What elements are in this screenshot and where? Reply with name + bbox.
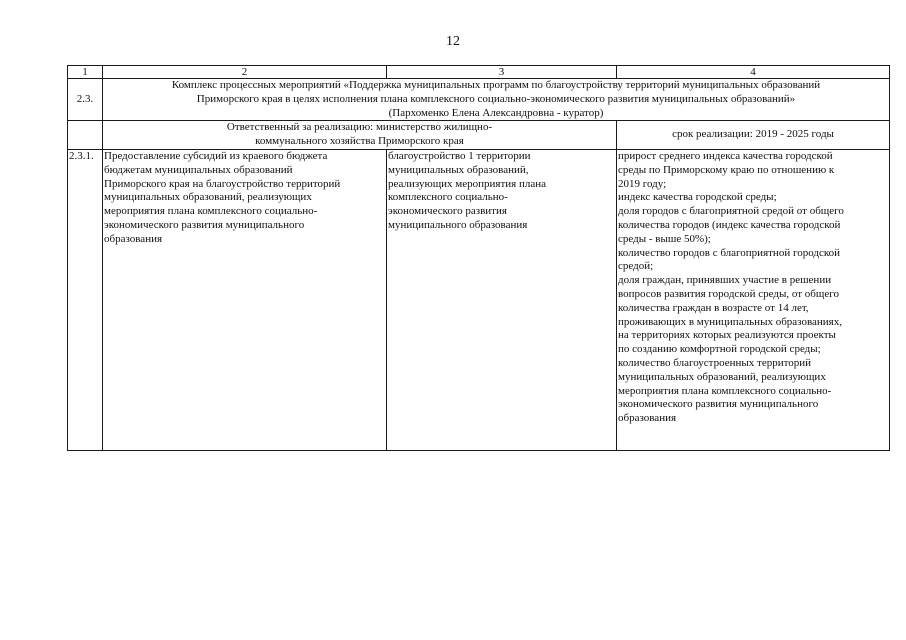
- page-number: 12: [446, 34, 460, 49]
- complex-title: [103, 79, 890, 121]
- responsible-spacer: [68, 121, 103, 150]
- indicator-line: вопросов развития городской среды, от общего: [618, 287, 839, 300]
- indicator-line: по созданию комфортной городской среды;: [618, 343, 821, 356]
- column-number-4: 4: [617, 66, 890, 79]
- indicator-line: доля городов с благоприятной средой от общего: [618, 205, 844, 218]
- task-description: [103, 149, 387, 450]
- indicator-line: средой;: [618, 260, 654, 273]
- indicator-line: прирост среднего индекса качества городской: [618, 149, 833, 162]
- column-number-1: 1: [68, 66, 103, 79]
- task-line: муниципальных образований, реализующих: [104, 191, 312, 204]
- effect-line: реализующих мероприятия плана: [388, 177, 547, 190]
- effect-line: комплексного социально-: [388, 191, 508, 204]
- complex-curator-line: (Пархоменко Елена Александровна - куратор): [388, 106, 604, 119]
- complex-title-line: Приморского края в целях исполнения плана комплексного социально-экономического развития муниципальных образований»: [196, 92, 796, 105]
- column-number-row: [68, 66, 890, 79]
- indicator-line: мероприятия плана комплексного социально-: [618, 384, 832, 397]
- responsible-line: коммунального хозяйства Приморского края: [255, 135, 464, 148]
- indicator-line: количество городов с благоприятной городской: [618, 246, 841, 259]
- indicator-line: среды - выше 50%);: [618, 232, 711, 245]
- complex-code: 2.3.: [68, 79, 103, 121]
- task-line: Приморского края на благоустройство территорий: [104, 177, 341, 190]
- indicator-line: муниципальных образований, реализующих: [618, 370, 826, 383]
- task-line: бюджетам муниципальных образований: [104, 163, 293, 176]
- indicator-line: на территориях которых реализуются проекты: [618, 329, 836, 342]
- indicator-line: образования: [618, 412, 677, 425]
- indicator-line: количество благоустроенных территорий: [618, 356, 812, 369]
- column-number-2: 2: [103, 66, 387, 79]
- effect-line: муниципальных образований,: [388, 163, 529, 176]
- responsible-line: Ответственный за реализацию: министерство жилищно-: [226, 121, 493, 134]
- task-line: Предоставление субсидий из краевого бюджета: [104, 149, 328, 162]
- indicator-line: количества городов (индекс качества городской: [618, 218, 841, 231]
- expected-effect: [387, 149, 617, 450]
- complex-title-line: Комплекс процессных мероприятий «Поддержка муниципальных программ по благоустройству территорий муниципальных образований: [171, 79, 821, 91]
- effect-line: благоустройство 1 территории: [388, 149, 531, 162]
- indicator-line: 2019 году;: [618, 177, 667, 190]
- responsible-row: [68, 121, 890, 150]
- indicator-line: индекс качества городской среды;: [618, 191, 777, 204]
- indicator-line: экономического развития муниципального: [618, 398, 819, 411]
- effect-line: экономического развития: [388, 205, 507, 218]
- complex-row: [68, 79, 890, 121]
- table-row: [68, 149, 890, 450]
- implementation-term: срок реализации: 2019 - 2025 годы: [617, 121, 890, 150]
- effect-line: муниципального образования: [388, 218, 528, 231]
- task-line: образования: [104, 232, 163, 245]
- column-number-3: 3: [387, 66, 617, 79]
- task-line: экономического развития муниципального: [104, 218, 305, 231]
- indicator-line: доля граждан, принявших участие в решении: [618, 274, 832, 287]
- plan-table: [67, 65, 890, 451]
- indicators: [617, 149, 890, 450]
- indicator-line: среды по Приморскому краю по отношению к: [618, 163, 835, 176]
- indicator-line: количества граждан в возрасте от 14 лет,: [618, 301, 809, 314]
- indicator-line: проживающих в муниципальных образованиях,: [618, 315, 842, 328]
- task-line: мероприятия плана комплексного социально-: [104, 205, 318, 218]
- responsible-text: [103, 121, 617, 150]
- row-code: 2.3.1.: [68, 149, 103, 450]
